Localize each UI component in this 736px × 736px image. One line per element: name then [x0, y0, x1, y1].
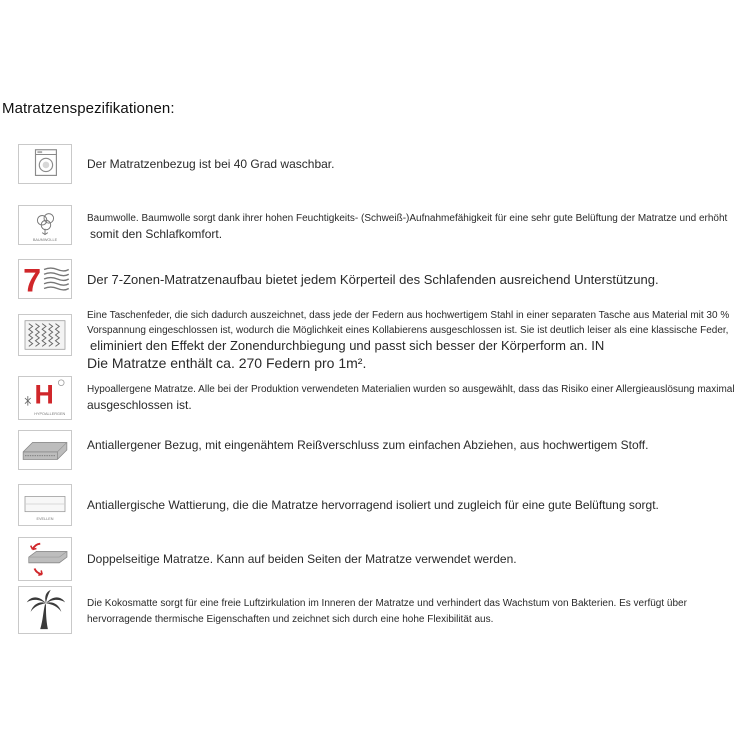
spec-text-hypoallergenic	[87, 382, 735, 413]
double-sided-icon	[18, 537, 72, 581]
cotton-icon	[18, 205, 72, 245]
text-line: eliminiert den Effekt der Zonendurchbiegung und passt sich besser der Körperform an. IN	[90, 338, 605, 353]
text-line: Doppelseitige Matratze. Kann auf beiden Seiten der Matratze verwendet werden.	[87, 552, 517, 566]
spec-text-zipper-cover	[87, 437, 735, 453]
text-line: hervorragende thermische Eigenschaften und zeichnet sich durch eine hohe Flexibilität aus.	[87, 614, 494, 625]
spec-text-washable	[87, 156, 735, 172]
text-line: Die Kokosmatte sorgt für eine freie Luftzirkulation im Inneren der Matratze und verhindert das Wachstum von Bakterien. Es verfügt über	[87, 598, 687, 609]
text-line: Die Matratze enthält ca. 270 Federn pro 1m².	[87, 355, 367, 371]
text-line: Vorspannung eingeschlossen ist, wodurch die Möglichkeit eines Kollabierens ausgeschlossen ist. Sie ist deutlich leiser als eine klassische Feder,	[87, 325, 729, 336]
hypoallergenic-icon	[18, 376, 72, 420]
text-line: Eine Taschenfeder, die sich dadurch auszeichnet, dass jede der Federn aus hochwertigem Stahl in einer separaten Tasche aus Material mit 30 %	[87, 310, 730, 321]
text-line: Der Matratzenbezug ist bei 40 Grad waschbar.	[87, 157, 335, 171]
text-line: Antiallergische Wattierung, die die Matratze hervorragend isoliert und zugleich für eine gute Belüftung sorgt.	[87, 498, 659, 512]
cotton-icon-label: BAUMWOLLE	[32, 238, 58, 243]
seven-zones-icon	[18, 259, 72, 299]
page-title: Matratzenspezifikationen:	[2, 100, 175, 117]
hypoallergenic-label: HYPOALLERGEN	[34, 412, 66, 417]
palm-tree-icon	[18, 586, 72, 634]
fleece-padding-icon	[18, 484, 72, 526]
pocket-spring-icon	[18, 314, 72, 356]
text-line: Hypoallergene Matratze. Alle bei der Produktion verwendeten Materialien wurden so ausgewählt, dass das Risiko einer Allergieauslösung maximal	[87, 384, 735, 395]
spec-text-pocket-spring	[87, 308, 735, 372]
text-line: Der 7-Zonen-Matratzenaufbau bietet jedem Körperteil des Schlafenden ausreichend Unterstützung.	[87, 272, 659, 287]
spec-text-cotton	[87, 211, 735, 242]
washing-machine-icon	[18, 144, 72, 184]
seven-zones-number: 7	[23, 262, 42, 298]
spec-text-fleece	[87, 497, 735, 513]
spec-text-coconut	[87, 596, 735, 628]
text-line: ausgeschlossen ist.	[87, 398, 192, 412]
spec-text-seven-zones	[87, 271, 735, 288]
zipper-cover-icon	[18, 430, 72, 470]
hypoallergenic-letter: H	[34, 379, 54, 410]
text-line: Baumwolle. Baumwolle sorgt dank ihrer hohen Feuchtigkeits- (Schweiß-)Aufnahmefähigkeit für eine sehr gute Belüftung der Matratze und erhöht	[87, 213, 728, 224]
spec-text-double-sided	[87, 551, 735, 567]
text-line: somit den Schlafkomfort.	[90, 227, 223, 241]
text-line: Antiallergener Bezug, mit eingenähtem Reißverschluss zum einfachen Abziehen, aus hochwertigem Stoff.	[87, 438, 649, 452]
fleece-label: EVELLEN	[36, 517, 54, 522]
